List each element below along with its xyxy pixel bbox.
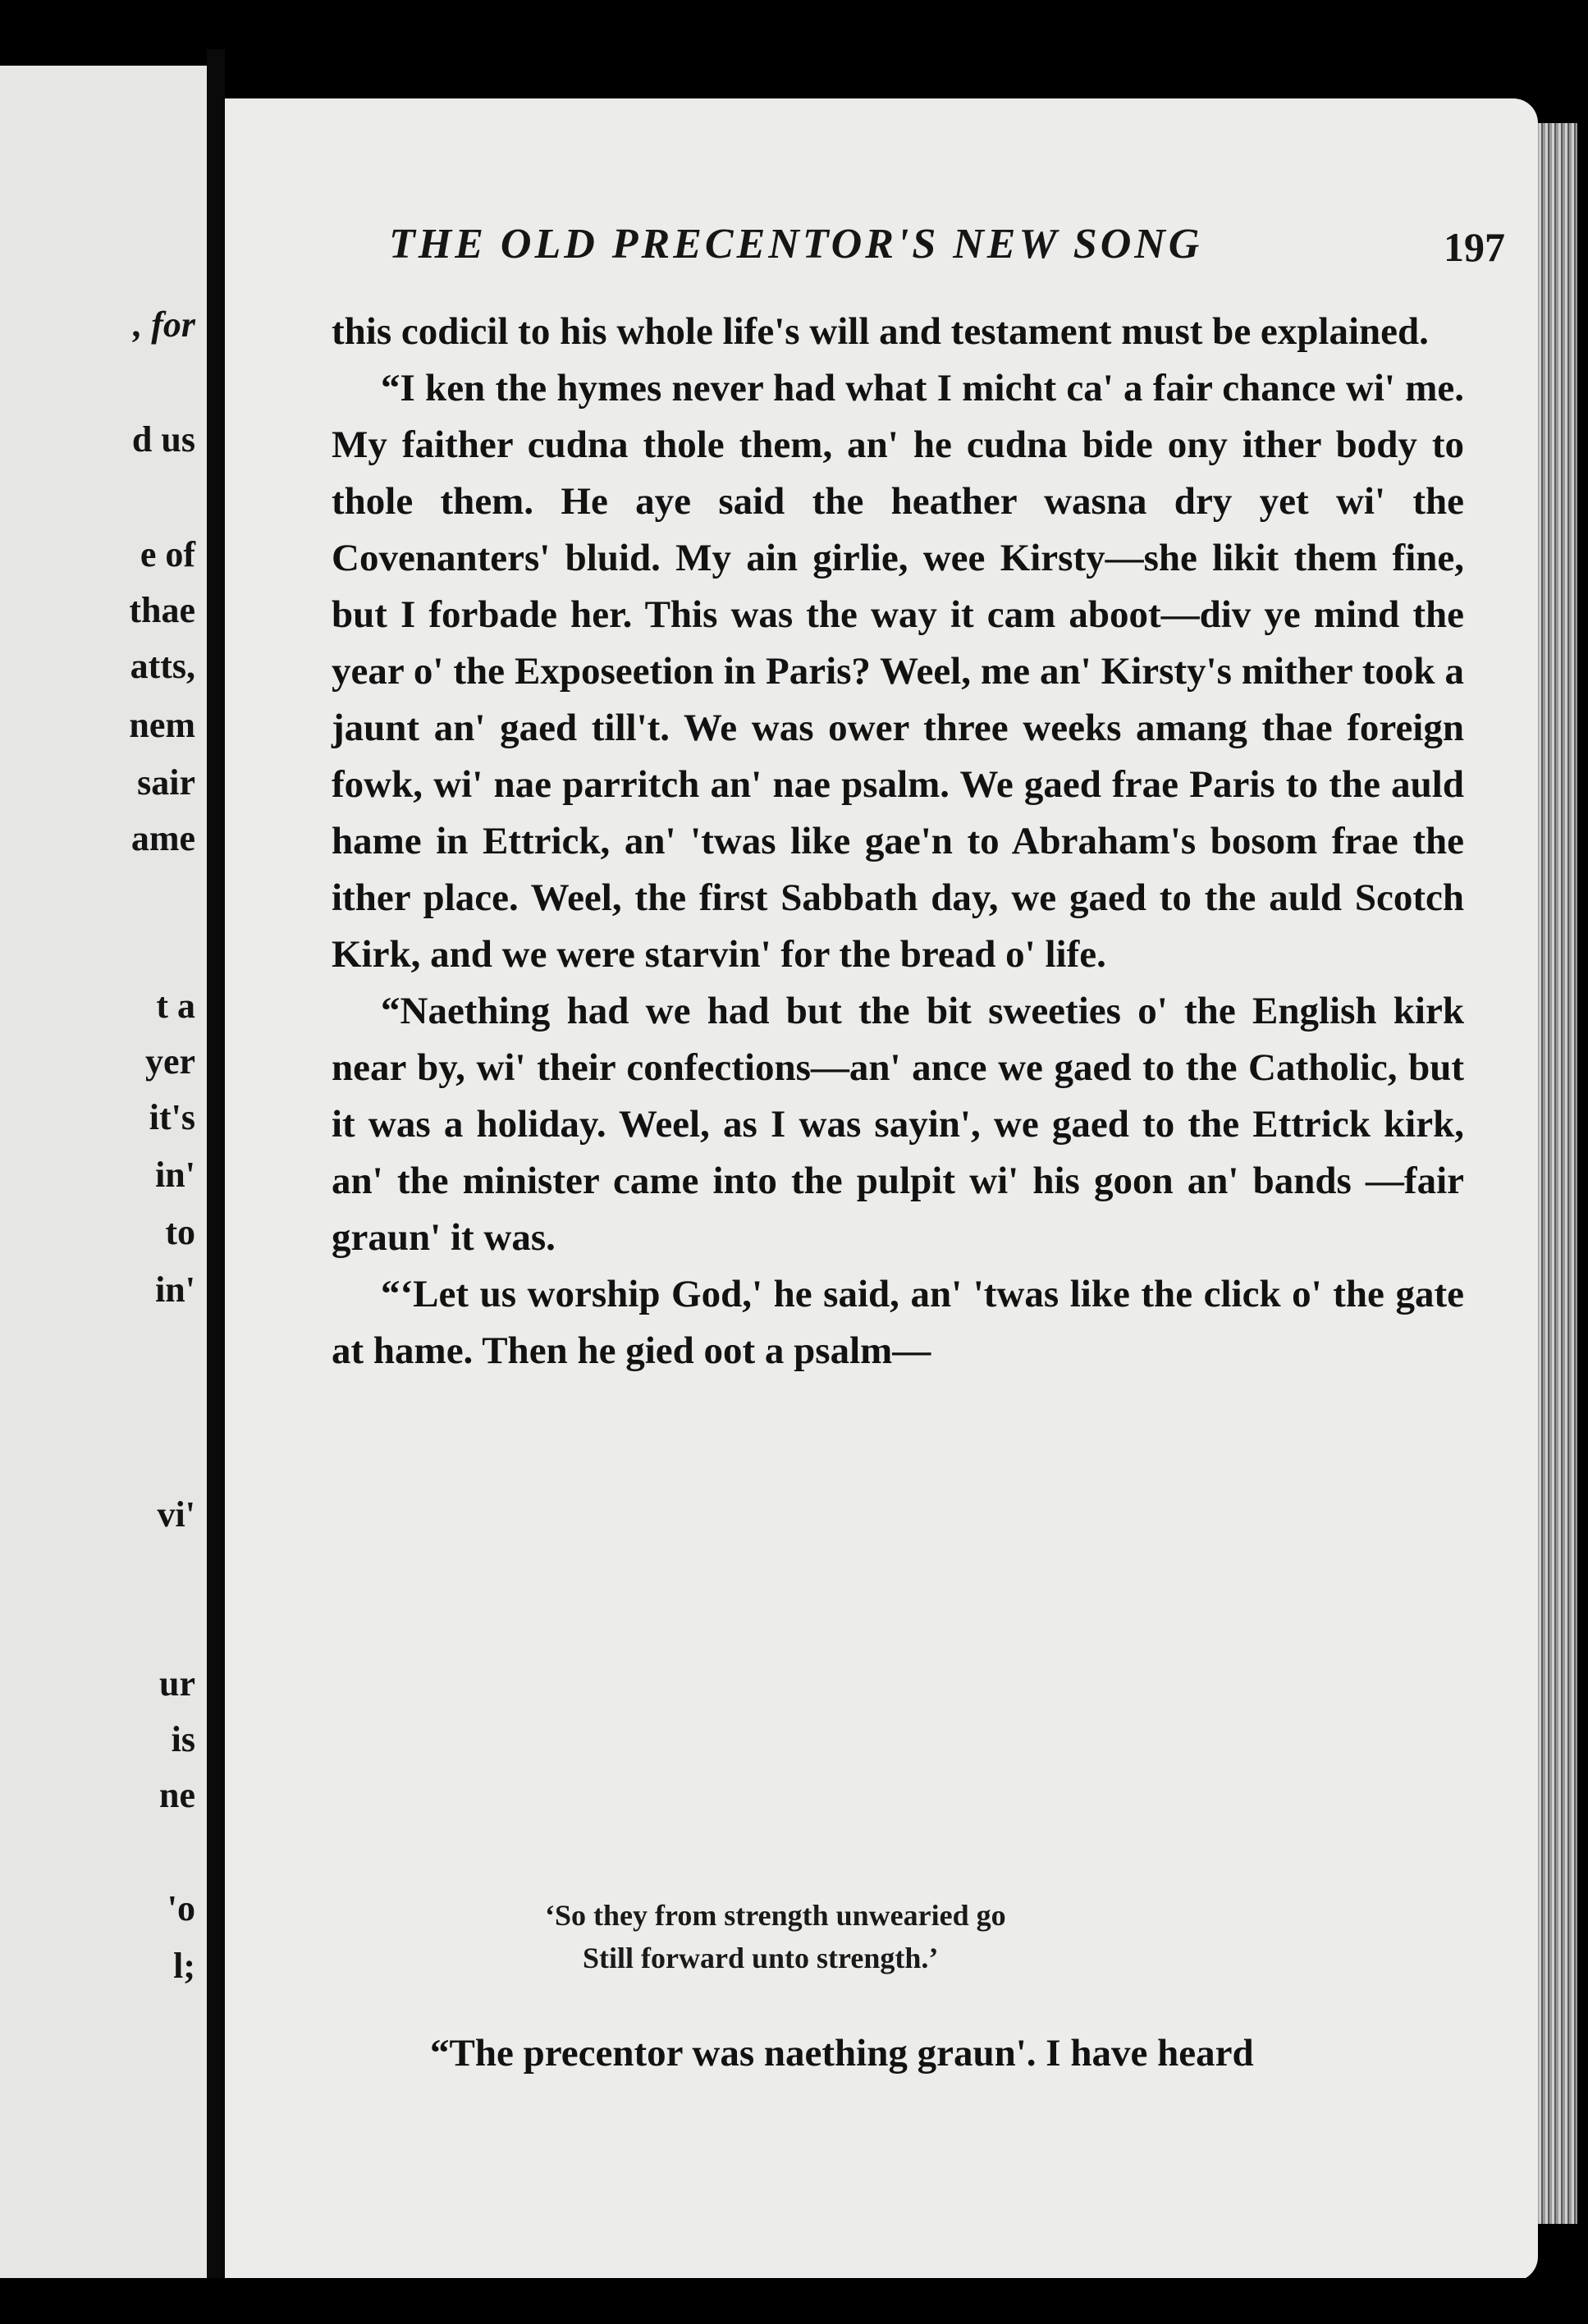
left-fragment: t a bbox=[156, 986, 195, 1026]
left-fragment: sair bbox=[137, 762, 195, 803]
page-bottom-edge bbox=[0, 2278, 1588, 2324]
left-fragment: it's bbox=[149, 1097, 195, 1137]
left-fragment: thae bbox=[129, 590, 195, 630]
page-header bbox=[389, 220, 1505, 286]
verse-line: Still forward unto strength.’ bbox=[583, 1942, 939, 1974]
left-fragment: ame bbox=[130, 818, 195, 858]
paragraph: “Naething had we had but the bit sweeties o' the English kirk near by, wi' their confections—an' ance we gaed to the Catholic, but it was a holiday. Weel, as I was sayin', we gaed to the Ettrick kirk, an' the minister came into the pulpit wi' his goon an' bands —fair graun' it was. bbox=[332, 990, 1464, 1259]
paragraph: “‘Let us worship God,' he said, an' 'twas like the click o' the gate at hame. Then he gied oot a psalm— bbox=[332, 1273, 1464, 1372]
previous-page bbox=[0, 66, 207, 2281]
paragraph: “I ken the hymes never had what I micht ca' a fair chance wi' me. My faither cudna thole them, an' he cudna bide ony ither body to thole them. He aye said the heather wasna dry yet wi' the Covenanters' bluid. My ain girlie, wee Kirsty—she likit them fine, but I forbade her. This was the way it cam aboot—div ye mind the year o' the Exposeetion in Paris? Weel, me an' Kirsty's mither took a jaunt an' gaed till't. We was ower three weeks amang thae foreign fowk, wi' nae parritch an' nae psalm. We gaed frae Paris to the auld hame in Ettrick, an' 'twas like gae'n to Abraham's bosom frae the ither place. Weel, the first Sabbath day, we gaed to the auld Scotch Kirk, and we were starvin' for the bread o' life. bbox=[332, 367, 1464, 976]
left-fragment: in' bbox=[155, 1155, 195, 1195]
left-fragment: in' bbox=[155, 1270, 195, 1310]
left-fragment: nem bbox=[129, 705, 195, 745]
page-number: 197 bbox=[1444, 224, 1505, 270]
running-head: THE OLD PRECENTOR'S NEW SONG bbox=[389, 221, 1203, 268]
left-fragment: is bbox=[171, 1719, 195, 1759]
left-fragment: ur bbox=[159, 1663, 195, 1704]
left-fragment: l; bbox=[173, 1946, 195, 1986]
left-fragment: atts, bbox=[130, 646, 195, 686]
verse-line: ‘So they from strength unwearied go bbox=[545, 1899, 1006, 1932]
left-fragment: e of bbox=[140, 534, 195, 574]
paragraph: this codicil to his whole life's will and testament must be explained. bbox=[332, 310, 1429, 353]
book-gutter bbox=[207, 49, 225, 2298]
left-fragment: yer bbox=[144, 1041, 195, 1082]
left-fragment: vi' bbox=[157, 1494, 195, 1535]
page-edges bbox=[1536, 123, 1577, 2224]
left-fragment: to bbox=[165, 1212, 195, 1252]
psalm-quote bbox=[545, 1894, 1201, 1979]
left-fragment: ne bbox=[159, 1775, 195, 1815]
paragraph: “The precentor was naething graun'. I have heard bbox=[430, 2032, 1254, 2075]
left-fragment: 'o bbox=[167, 1888, 195, 1928]
left-fragment: , for bbox=[133, 304, 195, 345]
body-text bbox=[332, 304, 1464, 1379]
book-page bbox=[225, 98, 1538, 2281]
left-fragment: d us bbox=[131, 419, 195, 460]
